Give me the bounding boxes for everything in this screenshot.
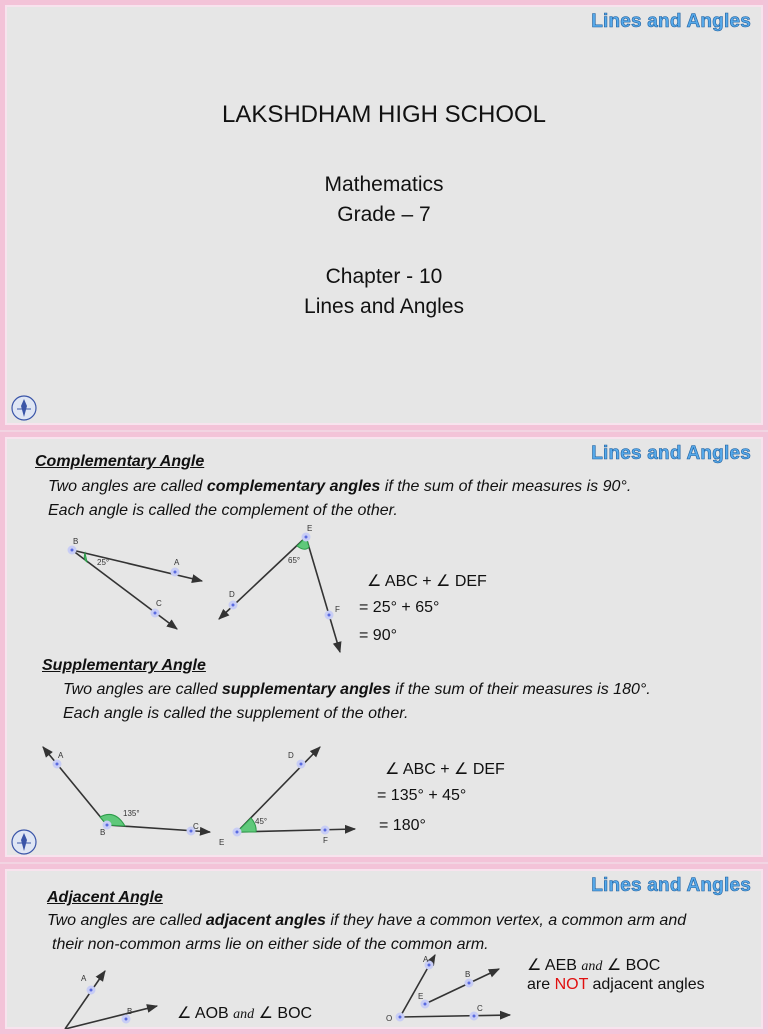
- text: Each angle is called the supplement of the other.: [63, 705, 409, 722]
- school-name: LAKSHDHAM HIGH SCHOOL: [221, 101, 547, 128]
- label-a: A: [423, 955, 429, 964]
- point-b: [466, 980, 472, 986]
- label-a: A: [174, 558, 180, 567]
- point-f: [322, 827, 328, 833]
- supplementary-heading: Supplementary Angle: [42, 657, 206, 674]
- point-o: [397, 1014, 403, 1020]
- label-f: F: [323, 836, 328, 845]
- title-slide: [0, 0, 768, 430]
- text: Two angles are called: [63, 681, 222, 698]
- label-b: B: [73, 537, 79, 546]
- angle-65: 65°: [288, 556, 301, 565]
- slide-banner: Lines and Angles: [591, 443, 751, 464]
- complementary-eq-1: ∠ ABC + ∠ DEF: [367, 573, 487, 590]
- not-highlight: NOT: [554, 976, 589, 993]
- angle-45: 45°: [255, 817, 268, 826]
- label-a: A: [58, 751, 64, 760]
- adjacent-eq-left: [177, 1003, 312, 1023]
- point-d: [298, 761, 304, 767]
- text: ∠ AOB: [177, 1005, 229, 1022]
- chapter-title: Lines and Angles: [304, 295, 464, 318]
- label-b: B: [127, 1007, 133, 1016]
- point-a: [88, 987, 94, 993]
- text: Each angle is called the complement of the other.: [48, 502, 398, 519]
- supplementary-eq-2: = 135° + 45°: [377, 787, 467, 804]
- text: ∠ BOC: [606, 957, 661, 974]
- angle-135: 135°: [123, 809, 140, 818]
- text: Two angles are called: [47, 912, 206, 929]
- complementary-eq-3: = 90°: [359, 627, 397, 644]
- complementary-eq-2: = 25° + 65°: [359, 599, 440, 616]
- text: adjacent angles: [588, 976, 705, 993]
- label-b: B: [465, 970, 471, 979]
- ray-ba: [43, 747, 107, 825]
- label-a: A: [81, 974, 87, 983]
- text: if the sum of their measures is 90°.: [380, 478, 632, 495]
- label-d: D: [288, 751, 294, 760]
- text: their non-common arms lie on either side of the common arm.: [52, 936, 489, 953]
- adjacent-slide: [0, 864, 768, 1034]
- label-e: E: [307, 524, 313, 533]
- school-logo: [11, 393, 37, 423]
- text: ∠ BOC: [258, 1005, 313, 1022]
- text: ∠ AEB: [527, 957, 577, 974]
- label-c: C: [477, 1004, 483, 1013]
- supplementary-eq-1: ∠ ABC + ∠ DEF: [385, 761, 505, 778]
- text: if the sum of their measures is 180°.: [390, 681, 651, 698]
- adjacent-figure: [5, 869, 768, 1034]
- slide-banner: Lines and Angles: [591, 11, 751, 32]
- point-e: [422, 1001, 428, 1007]
- subject: Mathematics: [324, 173, 444, 196]
- not-adjacent-note: [527, 976, 705, 994]
- ray-eb: [425, 969, 499, 1004]
- angles-slide: [0, 432, 768, 862]
- supplementary-eq-3: = 180°: [379, 817, 426, 834]
- label-f: F: [335, 605, 340, 614]
- slide-banner: Lines and Angles: [591, 875, 751, 896]
- text: and: [581, 959, 603, 974]
- ray-oc: [400, 1015, 510, 1017]
- grade: Grade – 7: [337, 203, 431, 226]
- label-c: C: [156, 599, 162, 608]
- label-e: E: [418, 992, 424, 1001]
- label-e: E: [219, 838, 225, 847]
- point-a: [54, 761, 60, 767]
- label-o: O: [386, 1014, 393, 1023]
- term: adjacent angles: [205, 912, 326, 929]
- point-b: [123, 1016, 129, 1022]
- point-c: [471, 1013, 477, 1019]
- term: complementary angles: [206, 478, 381, 495]
- text: and: [233, 1007, 255, 1022]
- text: if they have a common vertex, a common arm and: [325, 912, 687, 929]
- angle-25: 25°: [97, 558, 110, 567]
- text: Two angles are called: [48, 478, 207, 495]
- text: are: [527, 976, 555, 993]
- adjacent-heading: Adjacent Angle: [47, 889, 163, 906]
- term: supplementary angles: [221, 681, 391, 698]
- label-c: C: [193, 822, 199, 831]
- label-d: D: [229, 590, 235, 599]
- complementary-heading: Complementary Angle: [35, 453, 205, 470]
- point-e: [234, 829, 240, 835]
- adjacent-eq-right: [527, 955, 660, 975]
- chapter-number: Chapter - 10: [325, 265, 443, 288]
- label-b: B: [100, 828, 106, 837]
- school-logo: [11, 827, 37, 857]
